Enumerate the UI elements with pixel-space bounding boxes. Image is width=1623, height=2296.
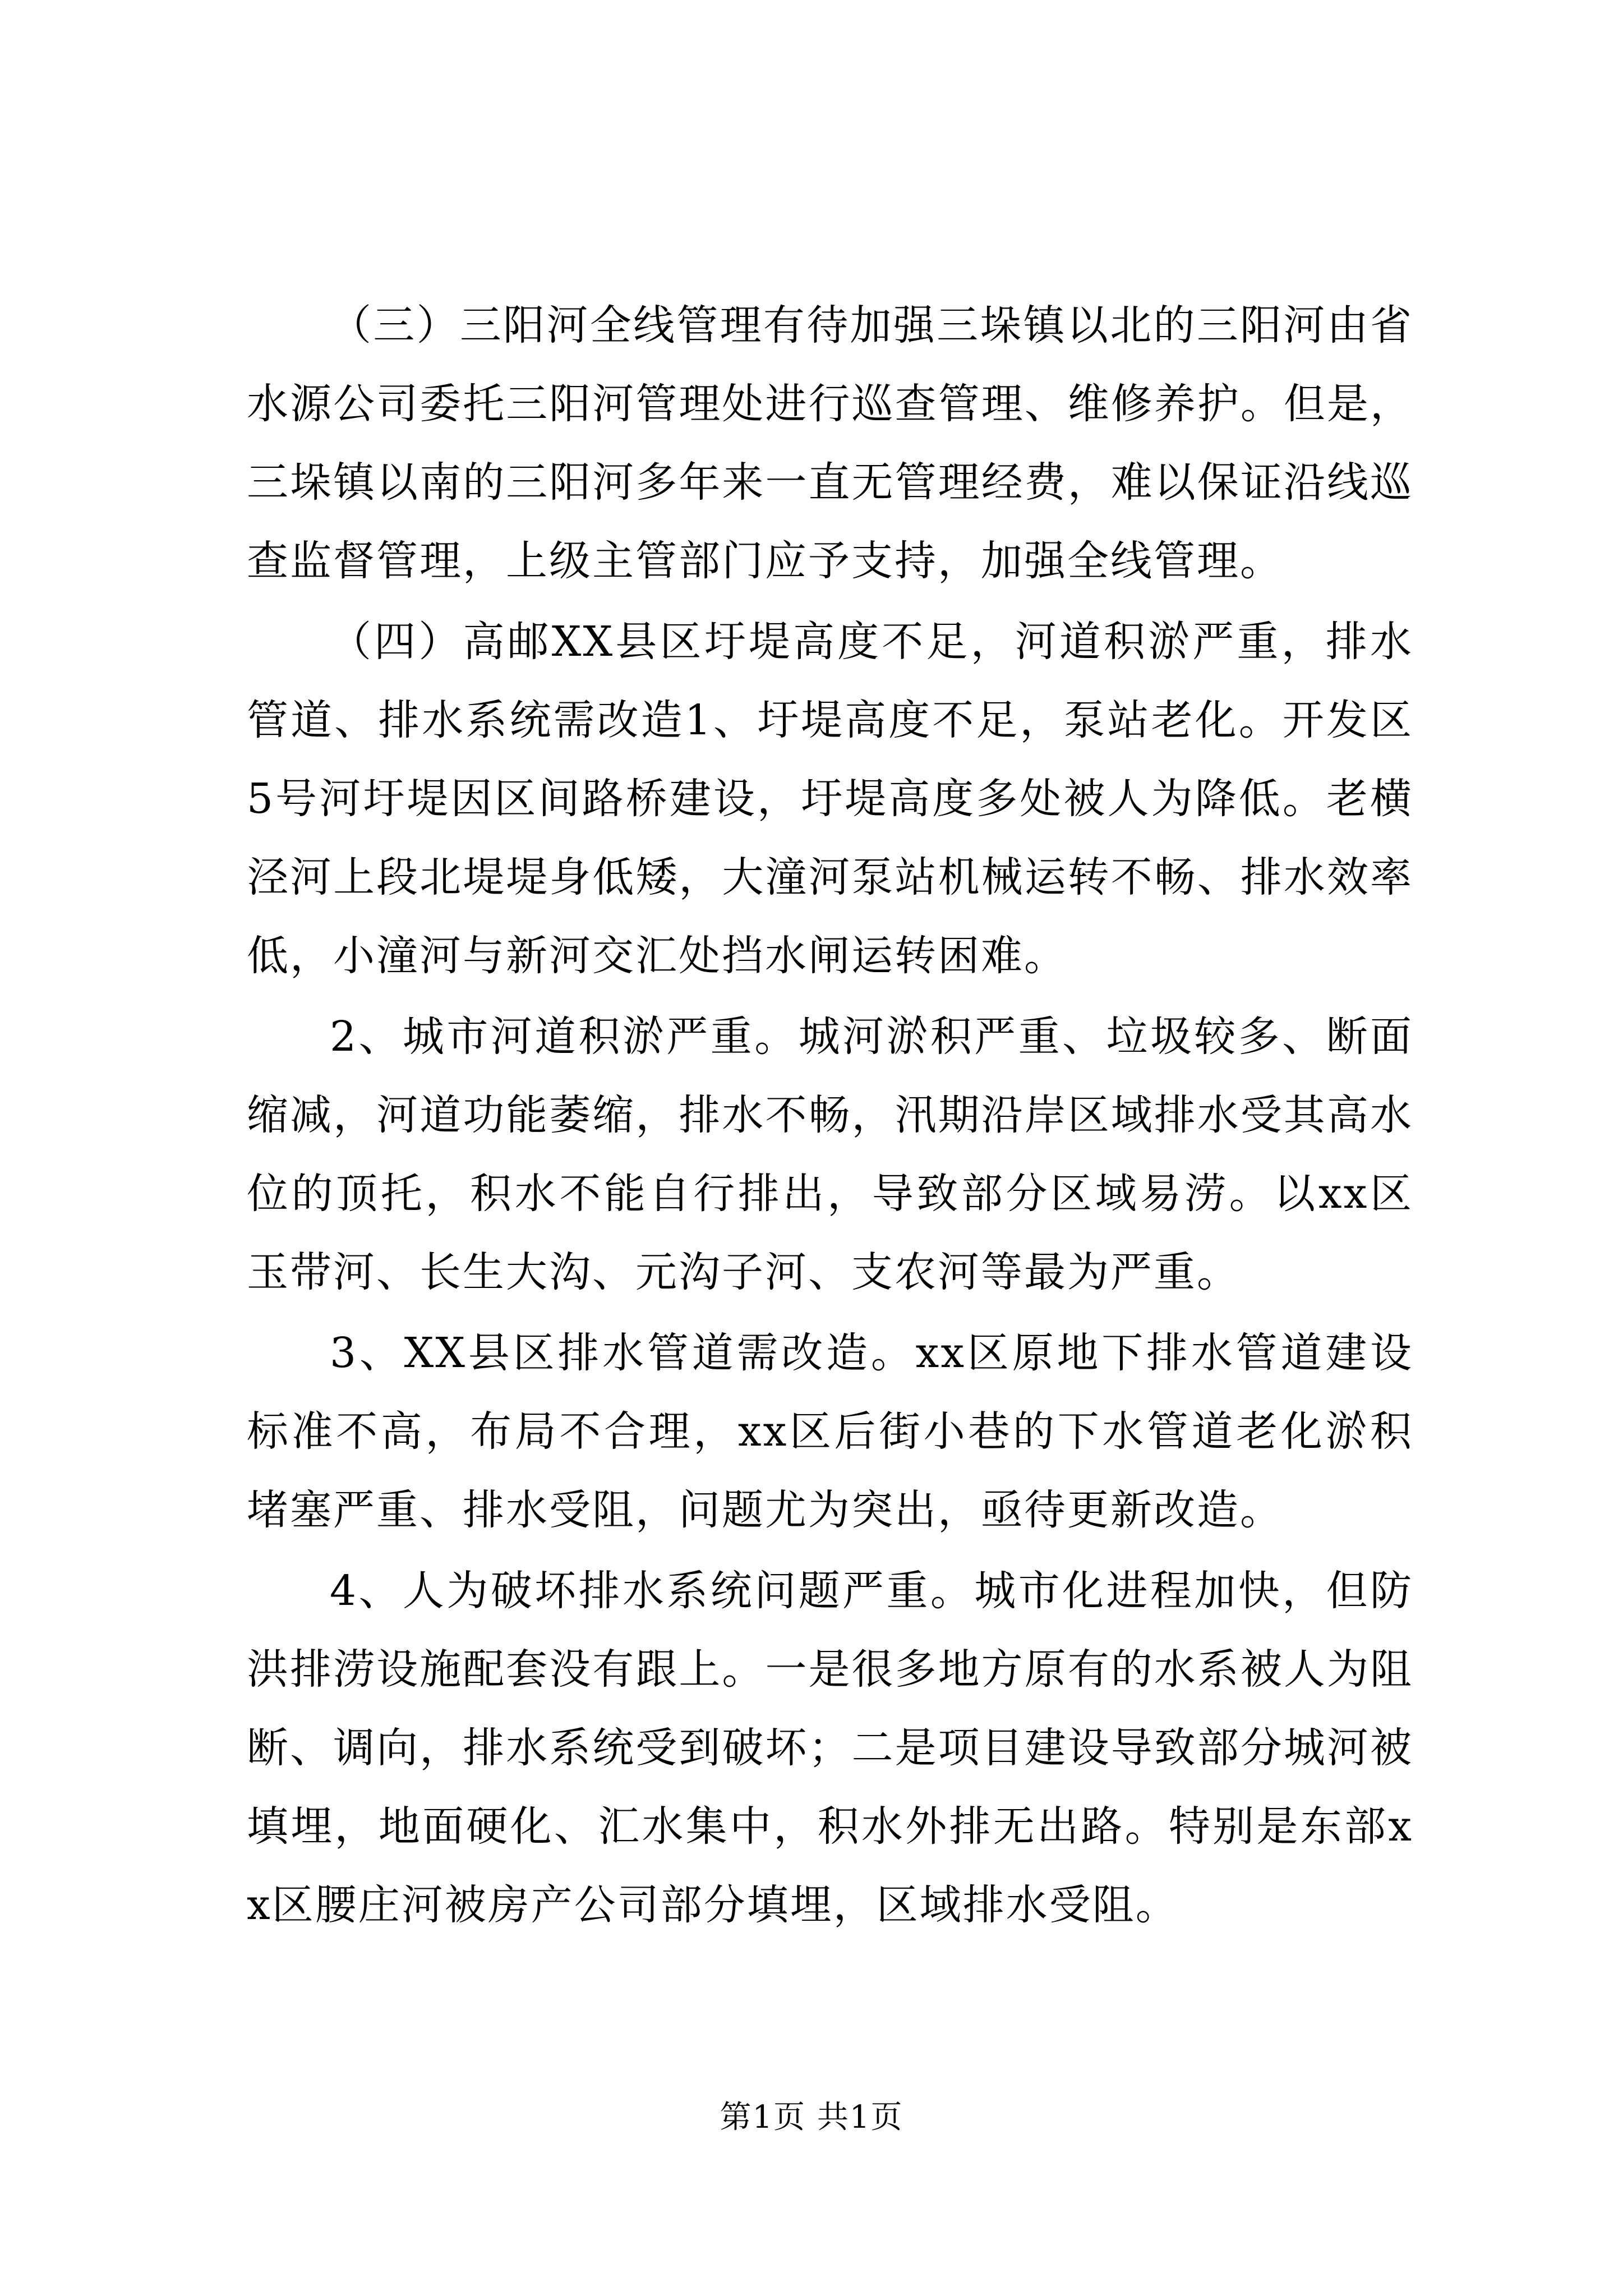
paragraph-section-four: （四）高邮XX县区圩堤高度不足，河道积淤严重，排水管道、排水系统需改造1、圩堤高度不足，泵站老化。开发区5号河圩堤因区间路桥建设，圩堤高度多处被人为降低。老横泾河上段北堤堤身低矮，大潼河泵站机械运转不畅、排水效率低，小潼河与新河交汇处挡水闸运转困难。 [247,618,1413,980]
paragraph-item-3: 3、XX县区排水管道需改造。xx区原地下排水管道建设标准不高，布局不合理，xx区后街小巷的下水管道老化淤积堵塞严重、排水受阻，问题尤为突出，亟待更新改造。 [247,1329,1413,1534]
paragraph-section-three: （三）三阳河全线管理有待加强三垛镇以北的三阳河由省水源公司委托三阳河管理处进行巡查管理、维修养护。但是，三垛镇以南的三阳河多年来一直无管理经费，难以保证沿线巡查监督管理，上级主管部门应予支持，加强全线管理。 [247,301,1413,585]
page-footer: 第1页 共1页 [720,2099,903,2136]
paragraph-item-4: 4、人为破坏排水系统问题严重。城市化进程加快，但防洪排涝设施配套没有跟上。一是很多地方原有的水系被人为阻断、调向，排水系统受到破坏；二是项目建设导致部分城河被填埋，地面硬化、汇水集中，积水外排无出路。特别是东部xx区腰庄河被房产公司部分填埋，区域排水受阻。 [247,1567,1413,1929]
paragraph-item-2: 2、城市河道积淤严重。城河淤积严重、垃圾较多、断面缩减，河道功能萎缩，排水不畅，汛期沿岸区域排水受其高水位的顶托，积水不能自行排出，导致部分区域易涝。以xx区玉带河、长生大沟、元沟子河、支农河等最为严重。 [247,1013,1413,1296]
document-body [247,286,1413,1944]
